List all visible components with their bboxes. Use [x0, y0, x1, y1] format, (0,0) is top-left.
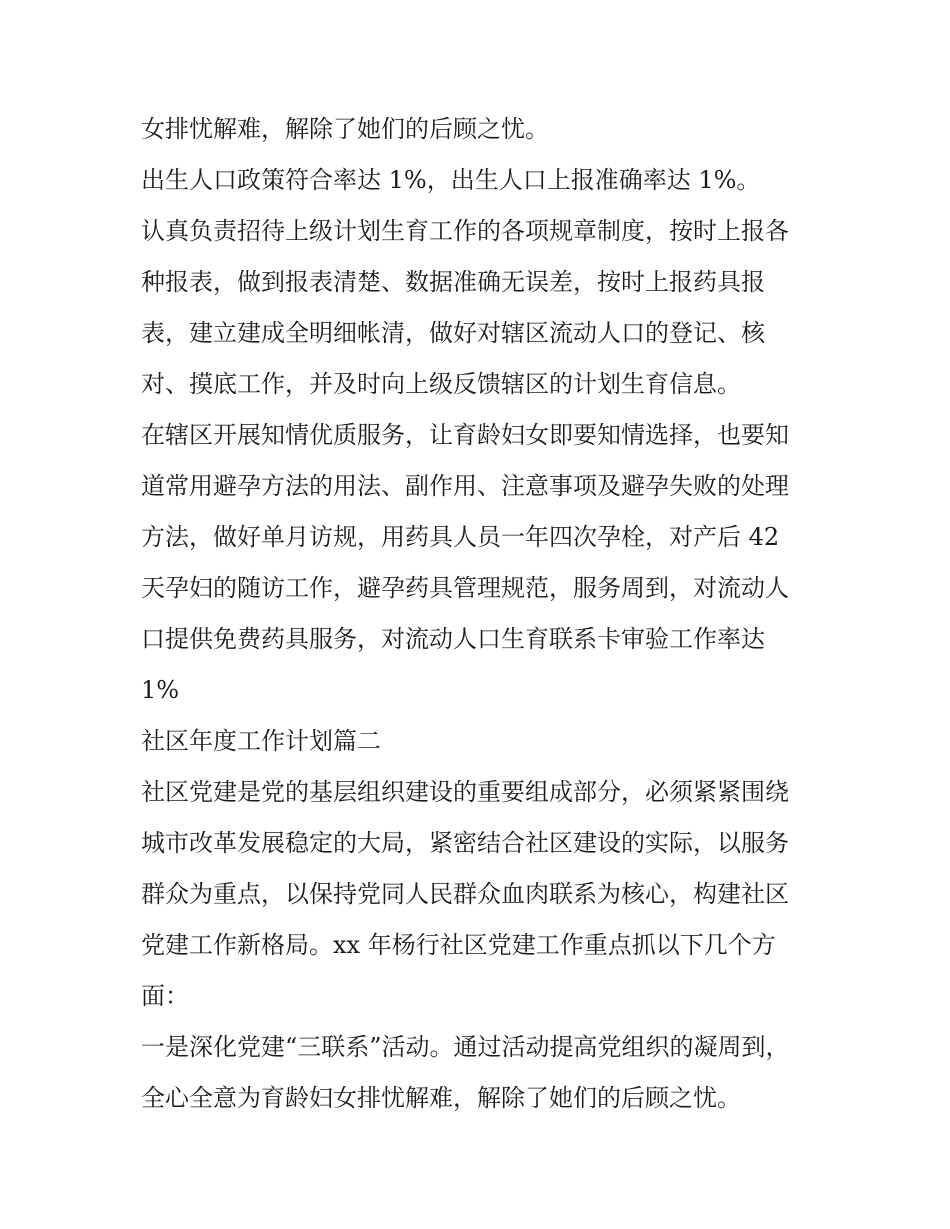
- text-line: 道常用避孕方法的用法、副作用、注意事项及避孕失败的处理: [141, 472, 789, 500]
- text-line: 1%: [141, 676, 180, 704]
- text-line: 表，建立建成全明细帐清，做好对辖区流动人口的登记、核: [141, 319, 765, 347]
- section-heading: 社区年度工作计划篇二: [141, 727, 381, 755]
- text-line: 对、摸底工作，并及时向上级反馈辖区的计划生育信息。: [141, 370, 741, 398]
- text-line: 方法，做好单月访规，用药具人员一年四次孕栓，对产后 42: [141, 523, 780, 551]
- text-line: 女排忧解难，解除了她们的后顾之忧。: [141, 115, 549, 143]
- text-line: 城市改革发展稳定的大局，紧密结合社区建设的实际，以服务: [141, 829, 789, 857]
- text-line: 社区党建是党的基层组织建设的重要组成部分，必须紧紧围绕: [141, 778, 789, 806]
- text-line: 认真负责招待上级计划生育工作的各项规章制度，按时上报各: [141, 217, 789, 245]
- text-line: 种报表，做到报表清楚、数据准确无误差，按时上报药具报: [141, 268, 765, 296]
- text-line: 群众为重点，以保持党同人民群众血肉联系为核心，构建社区: [141, 880, 789, 908]
- document-body: [141, 104, 821, 1124]
- text-line: 党建工作新格局。xx 年杨行社区党建工作重点抓以下几个方: [141, 931, 776, 959]
- text-line: 一是深化党建“三联系”活动。通过活动提高党组织的凝周到，: [141, 1033, 790, 1061]
- text-line: 天孕妇的随访工作，避孕药具管理规范，服务周到，对流动人: [141, 574, 789, 602]
- text-line: 口提供免费药具服务，对流动人口生育联系卡审验工作率达: [141, 625, 765, 653]
- text-line: 在辖区开展知情优质服务，让育龄妇女即要知情选择，也要知: [141, 421, 789, 449]
- text-line: 面：: [141, 982, 189, 1010]
- text-line: 全心全意为育龄妇女排忧解难，解除了她们的后顾之忧。: [141, 1084, 741, 1112]
- text-line: 出生人口政策符合率达 1%，出生人口上报准确率达 1%。: [141, 166, 761, 194]
